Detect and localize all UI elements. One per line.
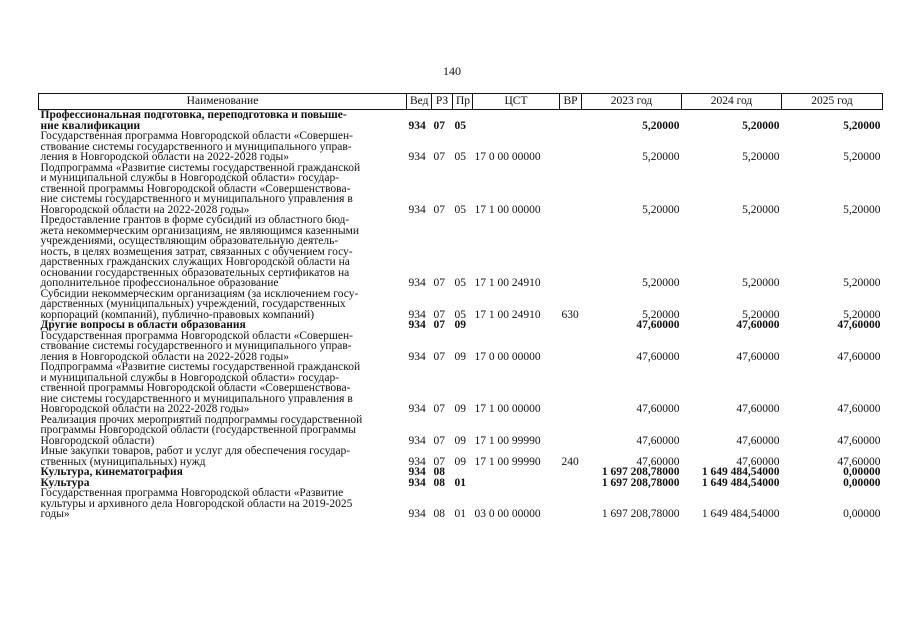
row-rz: 07 [433, 277, 445, 289]
row-2025: 47,60000 [837, 319, 881, 331]
row-2023: 47,60000 [636, 403, 680, 415]
row-vr [560, 110, 582, 132]
row-2024: 5,20000 [742, 277, 780, 289]
row-pr: 05 [454, 151, 466, 163]
row-2025: 0,00000 [843, 508, 881, 520]
row-pr: 05 [454, 308, 466, 321]
row-2024: 1 649 484,54000 [701, 508, 780, 520]
table-row [39, 362, 883, 415]
row-rz: 07 [433, 455, 445, 468]
row-2025: 5,20000 [843, 277, 881, 289]
row-cst [473, 110, 560, 132]
row-2023: 1 697 208,78000 [601, 466, 680, 478]
table-row [39, 488, 883, 520]
table-row [39, 289, 883, 321]
row-ved: 934 [408, 466, 426, 478]
header-ved: Вед [407, 94, 432, 110]
row-ved: 934 [408, 203, 426, 216]
row-2025: 47,60000 [837, 403, 881, 415]
row-rz: 07 [433, 151, 445, 163]
table-row [39, 110, 883, 132]
row-2023: 1 697 208,78000 [601, 508, 680, 520]
row-ved: 934 [408, 319, 426, 331]
row-vr [560, 320, 582, 331]
row-name: Реализация прочих мероприятий подпрограммы государственной программы Новгородской области (государственной программы Новгородской области) [40, 413, 363, 447]
row-pr: 05 [454, 203, 466, 216]
row-cst: 03 0 00 00000 [474, 508, 541, 520]
row-vr: 240 [561, 455, 579, 468]
page-number: 140 [443, 64, 461, 78]
row-rz: 07 [433, 319, 445, 331]
row-rz: 07 [433, 203, 445, 216]
row-2025: 47,60000 [837, 434, 881, 447]
row-name: Государственная программа Новгородской области «Совершен- ствование системы государственного и муниципального управ- ления в Новгородской области на 2022-2028 годы» [40, 130, 353, 163]
row-ved: 934 [408, 277, 426, 289]
table-row [39, 446, 883, 467]
row-rz: 08 [433, 466, 445, 478]
row-2025: 47,60000 [837, 455, 881, 468]
row-cst: 17 1 00 24910 [474, 308, 541, 321]
row-rz: 07 [433, 403, 445, 415]
table-row [39, 215, 883, 289]
row-2023: 47,60000 [636, 434, 680, 447]
row-ved: 934 [408, 151, 426, 163]
row-name: Государственная программа Новгородской области «Совершен- ствование системы государственного и муниципального управ- ления в Новгородской области на 2022-2028 годы» [40, 329, 353, 363]
row-name: Иные закупки товаров, работ и услуг для обеспечения государ- ственных (муниципальных) нужд [40, 445, 351, 468]
header-2025: 2025 год [782, 94, 883, 110]
header-rz: РЗ [432, 94, 453, 110]
row-ved: 934 [408, 403, 426, 415]
row-cst: 17 1 00 99990 [474, 455, 541, 468]
row-2024: 5,20000 [742, 308, 780, 321]
row-name: Другие вопросы в области образования [40, 319, 246, 331]
row-pr: 01 [454, 508, 466, 520]
row-2023: 5,20000 [642, 119, 680, 132]
row-vr [560, 488, 582, 520]
row-rz: 08 [433, 508, 445, 520]
row-2024: 5,20000 [742, 151, 780, 163]
row-ved: 934 [408, 308, 426, 321]
row-name: Подпрограмма «Развитие системы государственной гражданской и муниципальной службы в Новгородской области» государ- ственной программы Новгородской области «Совершенствова- ние системы государственного и муниципального управления в Новгородской области на 2022-2028 годы» [40, 361, 361, 415]
row-pr [453, 467, 473, 478]
row-pr: 09 [454, 434, 466, 447]
row-2023: 47,60000 [636, 350, 680, 363]
row-vr [560, 362, 582, 415]
row-vr [560, 131, 582, 163]
row-cst: 17 0 00 00000 [474, 151, 541, 163]
row-2025: 5,20000 [843, 151, 881, 163]
table-row [39, 415, 883, 447]
row-vr [560, 467, 582, 478]
row-name: Культура [40, 476, 90, 489]
row-rz: 07 [433, 119, 445, 132]
row-vr [560, 331, 582, 363]
row-rz: 07 [433, 434, 445, 447]
row-name: Государственная программа Новгородской области «Развитие культуры и архивного дела Новгородской области на 2019-2025 годы» [40, 487, 353, 520]
row-2025: 5,20000 [843, 119, 881, 132]
row-pr: 05 [454, 119, 466, 132]
row-pr: 09 [454, 403, 466, 415]
row-rz: 07 [433, 350, 445, 363]
row-cst [473, 320, 560, 331]
row-rz: 07 [433, 308, 445, 321]
row-2024: 47,60000 [736, 434, 780, 447]
row-vr [560, 415, 582, 447]
row-name: Подпрограмма «Развитие системы государственной гражданской и муниципальной службы в Новгородской области» государ- ственной программы Новгородской области «Совершенствова- ние системы государственного и муниципального управления в Новгородской области на 2022-2028 годы» [40, 161, 361, 216]
header-2024: 2024 год [682, 94, 782, 110]
row-2024: 1 649 484,54000 [701, 466, 780, 478]
row-cst: 17 1 00 00000 [474, 203, 541, 216]
table-row [39, 131, 883, 163]
header-name: Наименование [39, 94, 407, 110]
row-2024: 1 649 484,54000 [701, 476, 780, 489]
row-pr: 05 [454, 277, 466, 289]
row-pr: 01 [454, 476, 466, 489]
budget-table [38, 93, 883, 520]
row-2023: 5,20000 [642, 277, 680, 289]
row-2024: 47,60000 [736, 455, 780, 468]
row-ved: 934 [408, 508, 426, 520]
row-name: Предоставление грантов в форме субсидий из областного бюд- жета некоммерческим организациям, не являющимся казенными учреждениями, осуществляющим образовательную деятель- ность, в целях возмещения затрат, связанных с обучением госу- дарственных гражданских служащих Новгородской области на основании государственных образовательных сертификатов на дополнительное профессиональное образование [40, 214, 360, 289]
row-cst: 17 1 00 24910 [474, 277, 541, 289]
row-pr: 09 [454, 319, 466, 331]
table-row [39, 331, 883, 363]
row-ved: 934 [408, 476, 426, 489]
row-cst: 17 1 00 00000 [474, 403, 541, 415]
row-2023: 5,20000 [642, 203, 680, 216]
row-cst: 17 0 00 00000 [474, 350, 541, 363]
row-cst: 17 1 00 99990 [474, 434, 541, 447]
row-vr [560, 163, 582, 216]
header-vr: ВР [560, 94, 582, 110]
row-pr: 09 [454, 455, 466, 468]
row-2023: 5,20000 [642, 308, 680, 321]
row-2025: 0,00000 [843, 476, 881, 489]
row-2024: 5,20000 [742, 203, 780, 216]
table-row [39, 320, 883, 331]
row-cst [473, 467, 560, 478]
row-ved: 934 [408, 434, 426, 447]
row-rz: 08 [433, 476, 445, 489]
row-name: Субсидии некоммерческим организациям (за исключением госу- дарственных (муниципальных) учреждений, государственных корпораций (компаний), публично-правовых компаний) [40, 287, 359, 321]
header-pr: Пр [453, 94, 473, 110]
row-2023: 47,60000 [636, 455, 680, 468]
row-cst [473, 478, 560, 489]
row-2025: 0,00000 [843, 466, 881, 478]
header-cst: ЦСТ [473, 94, 560, 110]
table-row [39, 467, 883, 478]
row-vr [560, 478, 582, 489]
row-ved: 934 [408, 119, 426, 132]
row-2025: 5,20000 [843, 308, 881, 321]
header-2023: 2023 год [582, 94, 682, 110]
table-row [39, 163, 883, 216]
row-2024: 47,60000 [736, 319, 780, 331]
row-ved: 934 [408, 350, 426, 363]
table-header [39, 94, 883, 110]
row-vr [560, 215, 582, 289]
table-body [39, 110, 883, 520]
row-pr: 09 [454, 350, 466, 363]
row-2025: 5,20000 [843, 203, 881, 216]
row-name: Культура, кинематография [40, 466, 183, 478]
row-vr: 630 [561, 308, 579, 321]
row-name: Профессиональная подготовка, переподготовка и повыше- ние квалификации [40, 109, 347, 132]
row-2023: 1 697 208,78000 [601, 476, 680, 489]
row-2024: 5,20000 [742, 119, 780, 132]
row-2025: 47,60000 [837, 350, 881, 363]
row-2023: 47,60000 [636, 319, 680, 331]
row-ved: 934 [408, 455, 426, 468]
row-2024: 47,60000 [736, 403, 780, 415]
row-2023: 5,20000 [642, 151, 680, 163]
row-2024: 47,60000 [736, 350, 780, 363]
